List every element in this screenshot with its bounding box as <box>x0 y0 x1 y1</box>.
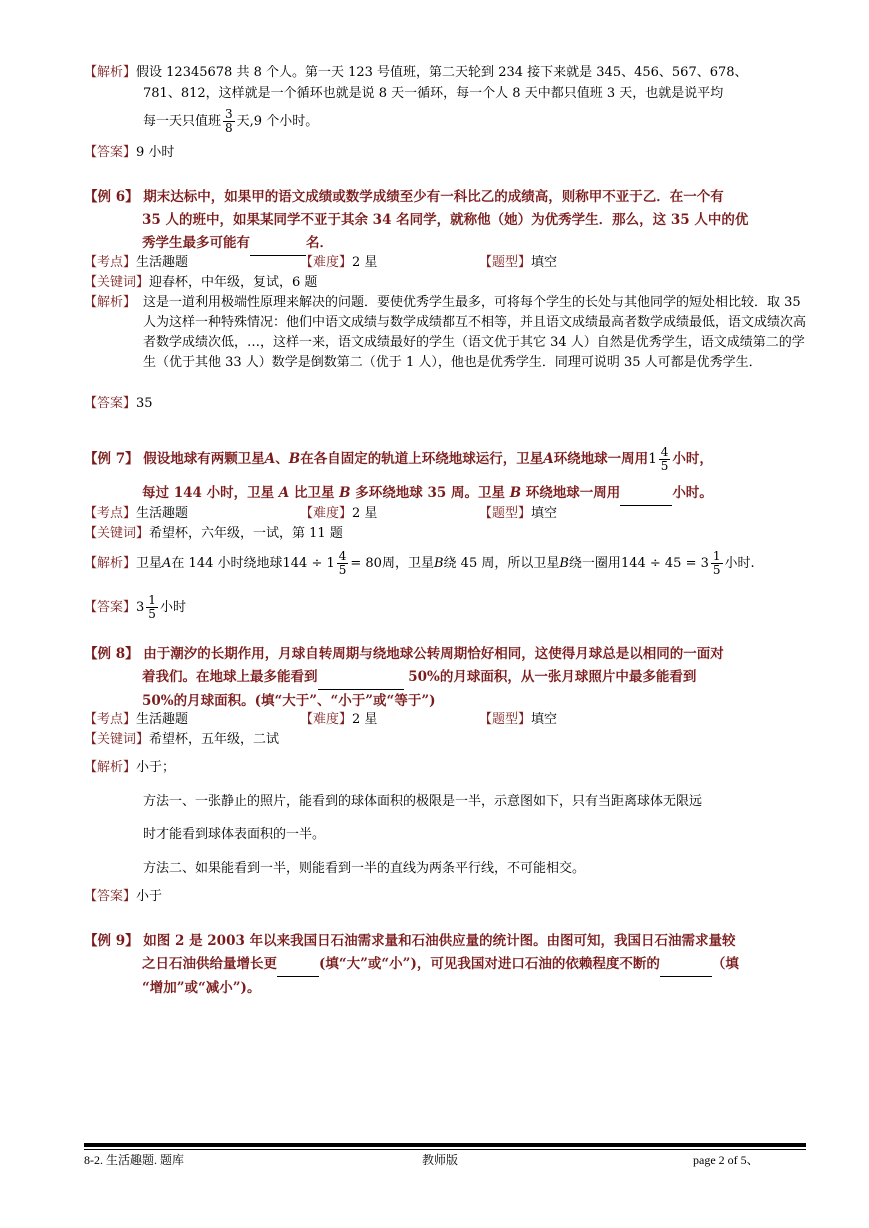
answer-blank <box>318 666 404 690</box>
answer-text: 9 小时 <box>136 145 175 160</box>
answer-tag: 【答案】 <box>84 145 137 160</box>
keywords-tag: 【关键词】 <box>84 526 150 541</box>
question-text: 比卫星 <box>289 485 340 501</box>
type-value: 填空 <box>531 506 558 521</box>
answer-blank <box>660 953 712 977</box>
topic-value: 生活趣题 <box>136 712 189 727</box>
fraction <box>659 446 671 473</box>
method-2-line: 方法二、如果能看到一半，则能看到一半的直线为两条平行线，不可能相交。 <box>143 861 586 876</box>
question-text: 着我们。在地球上最多能看到 <box>142 669 318 685</box>
fraction-denominator: 8 <box>225 120 233 135</box>
example-7-question-line-2 <box>142 482 869 506</box>
fraction-denominator: 5 <box>712 562 721 577</box>
analysis-tag: 【解析】 <box>84 555 137 571</box>
answer-blank <box>277 953 319 977</box>
topic-value: 生活趣题 <box>136 506 189 521</box>
example-9-question <box>84 930 812 1000</box>
question-text: 在各自固定的轨道上环绕地球运行，卫星 <box>300 450 544 467</box>
question-text: 小时， <box>672 450 713 467</box>
variable-b: B <box>339 485 351 501</box>
fraction-denominator: 5 <box>660 458 669 473</box>
type-value: 填空 <box>531 255 558 270</box>
fraction <box>146 594 158 621</box>
answer-tag: 【答案】 <box>84 599 137 615</box>
topic-tag: 【考点】 <box>84 255 137 270</box>
fraction-numerator: 1 <box>148 592 156 607</box>
footer-rule <box>84 1143 806 1147</box>
analysis-line-2: 781、812，这样就是一个循环也就是说 8 天一循环，每一个人 8 天中都只值班 3 天，也就是说平均 <box>143 86 724 101</box>
math-text: 144 ÷ 1 <box>282 555 335 571</box>
analysis-line-1 <box>84 63 809 82</box>
question-text: 小时。 <box>672 485 713 501</box>
question-text: (填“大”或“小”)，可见我国对进口石油的依赖程度不断的 <box>319 956 660 972</box>
analysis-text: 这是一道利用极端性原理来解决的问题．要使优秀学生最多，可将每个学生的长处与其他同学的短处相比较．取 35 人为这样一种特殊情况：他们中语文成绩与数学成绩都互不相等，并且语文成绩最高者数学成绩最低，语文成绩次高者数学成绩次低，…，这样一来，语文成绩最好的学生（语文优于其它 34 人）自然是优秀学生，语文成绩第二的学生（优于其他 33 人）数学是倒数第二（优于 1 人），他也是优秀学生．同理可说明 35 人可都是优秀学生． <box>143 295 807 370</box>
analysis-text: 假设 12345678 共 8 个人。第一天 123 号值班，第二天轮到 234 接下来就是 345、456、567、678、 <box>136 65 748 80</box>
keywords-value: 希望杯，五年级，二试 <box>149 732 280 747</box>
variable-a: A <box>162 555 172 571</box>
question-text: 多环绕地球 35 周。卫星 <box>350 485 510 501</box>
analysis-text: 天,9 个小时。 <box>236 113 319 129</box>
answer-line <box>84 394 153 413</box>
fraction <box>711 550 723 577</box>
analysis-text: 卫星 <box>136 555 163 571</box>
fraction-numerator: 1 <box>712 548 721 563</box>
difficulty-value: 2 星 <box>352 506 378 521</box>
variable-a: A <box>264 450 276 467</box>
variable-b: B <box>288 450 301 467</box>
math-text: = 80 <box>350 555 382 571</box>
footer-rule <box>84 1149 806 1150</box>
analysis-text: 在 144 小时绕地球 <box>171 555 283 571</box>
fraction-numerator: 4 <box>660 444 669 459</box>
difficulty-value: 2 星 <box>352 255 378 270</box>
answer-tag: 【答案】 <box>84 396 137 411</box>
variable-a: A <box>543 450 554 467</box>
math-expression <box>283 550 382 577</box>
analysis-tag: 【解析】 <box>84 65 137 80</box>
type-value: 填空 <box>531 712 558 727</box>
example-label: 【例 9】 <box>84 933 139 949</box>
keywords-row <box>84 730 279 749</box>
topic-tag: 【考点】 <box>84 506 137 521</box>
answer-text: 35 <box>136 396 153 411</box>
difficulty-tag: 【难度】 <box>300 255 353 270</box>
analysis-tag: 【解析】 <box>84 295 137 310</box>
method-1-line-2: 时才能看到球体表面积的一半。 <box>143 827 326 842</box>
keywords-value: 希望杯，六年级，一试，第 11 题 <box>149 526 343 541</box>
question-text: 每过 144 小时，卫星 <box>142 485 279 501</box>
mixed-whole: 3 <box>136 599 145 615</box>
question-text: 环绕地球一周用 <box>521 485 621 501</box>
question-text: “增加”或“减小”)。 <box>142 980 261 996</box>
question-text: （填 <box>711 956 739 972</box>
analysis-tag: 【解析】 <box>84 760 137 775</box>
analysis-line <box>84 758 175 777</box>
question-text: 如图 2 是 2003 年以来我国日石油需求量和石油供应量的统计图。由图可知，我国日石油需求量较 <box>143 933 736 949</box>
example-label: 【例 6】 <box>84 189 139 205</box>
difficulty-tag: 【难度】 <box>300 712 353 727</box>
method-1-line-1: 方法一、一张静止的照片，能看到的球体面积的极限是一半，示意图如下，只有当距离球体无限远 <box>143 794 703 809</box>
math-text: 144 ÷ 45 = 3 <box>620 555 709 571</box>
question-text: 50%的月球面积。(填“大于”、“小于”或“等于”) <box>142 693 436 709</box>
answer-text: 小于 <box>136 889 163 904</box>
type-tag: 【题型】 <box>479 506 532 521</box>
fraction-denominator: 5 <box>338 562 347 577</box>
mixed-whole: 1 <box>648 450 657 467</box>
answer-blank <box>250 232 306 256</box>
answer-line <box>84 143 809 162</box>
difficulty-value: 2 星 <box>352 712 378 727</box>
type-tag: 【题型】 <box>479 712 532 727</box>
question-text: 假设地球有两颗卫星 <box>143 450 265 467</box>
fraction-numerator: 4 <box>338 548 347 563</box>
question-text: 期末达标中，如果甲的语文成绩或数学成绩至少有一科比乙的成绩高，则称甲不亚于乙．在一个有 <box>143 189 724 205</box>
answer-line <box>84 588 186 626</box>
question-text: 名． <box>306 235 333 251</box>
type-tag: 【题型】 <box>479 255 532 270</box>
answer-blank <box>620 482 672 506</box>
keywords-row <box>84 524 343 543</box>
question-line-3 <box>84 232 812 256</box>
question-text: 之日石油供给量增长更 <box>142 956 277 972</box>
question-text: 、 <box>275 450 289 467</box>
example-label: 【例 7】 <box>84 450 139 467</box>
mixed-number <box>136 594 160 621</box>
question-line-2 <box>84 953 812 977</box>
analysis-paragraph <box>84 293 809 393</box>
keywords-tag: 【关键词】 <box>84 732 150 747</box>
question-text: 由于潮汐的长期作用，月球自转周期与绕地球公转周期恰好相同，这使得月球总是以相同的一面对 <box>143 646 724 662</box>
footer-center: 教师版 <box>422 1153 459 1167</box>
question-line-2 <box>84 666 812 690</box>
analysis-text: 绕 45 周，所以卫星 <box>443 555 560 571</box>
difficulty-tag: 【难度】 <box>300 506 353 521</box>
fraction <box>223 108 235 135</box>
analysis-line <box>84 544 755 582</box>
fraction <box>337 550 349 577</box>
footer-left: 8-2. 生活趣题. 题库 <box>84 1153 184 1167</box>
keywords-tag: 【关键词】 <box>84 275 150 290</box>
keywords-value: 迎春杯，中年级，复试，6 题 <box>149 275 318 290</box>
example-label: 【例 8】 <box>84 646 139 662</box>
example-8-question <box>84 643 812 713</box>
topic-tag: 【考点】 <box>84 712 137 727</box>
answer-text: 小时 <box>159 599 186 615</box>
analysis-text: 小于； <box>136 760 176 775</box>
analysis-text: 周，卫星 <box>381 555 434 571</box>
question-text: 秀学生最多可能有 <box>142 235 250 251</box>
variable-a: A <box>278 485 290 501</box>
fraction-denominator: 5 <box>148 606 156 621</box>
analysis-text: 每一天只值班 <box>143 113 222 129</box>
variable-b: B <box>559 555 569 571</box>
question-text: 环绕地球一周用 <box>553 450 649 467</box>
keywords-row <box>84 273 317 292</box>
mixed-number <box>648 446 672 473</box>
question-text: 35 人的班中，如果某同学不亚于其余 34 名同学，就称他（她）为优秀学生．那么，这 35 人中的优 <box>142 212 749 228</box>
answer-line <box>84 887 162 906</box>
footer-page-number: page 2 of 5、 <box>693 1153 759 1167</box>
fraction-numerator: 3 <box>225 106 233 121</box>
analysis-text: 小时. <box>724 555 755 571</box>
topic-value: 生活趣题 <box>136 255 189 270</box>
question-text: 50%的月球面积，从一张月球照片中最多能看到 <box>403 669 697 685</box>
example-7-question-line-1 <box>84 440 812 478</box>
answer-tag: 【答案】 <box>84 889 137 904</box>
example-6-question <box>84 186 812 256</box>
analysis-text: 绕一圈用 <box>568 555 621 571</box>
analysis-line-3 <box>143 104 868 138</box>
math-expression <box>621 550 725 577</box>
variable-b: B <box>433 555 444 571</box>
variable-b: B <box>509 485 522 501</box>
